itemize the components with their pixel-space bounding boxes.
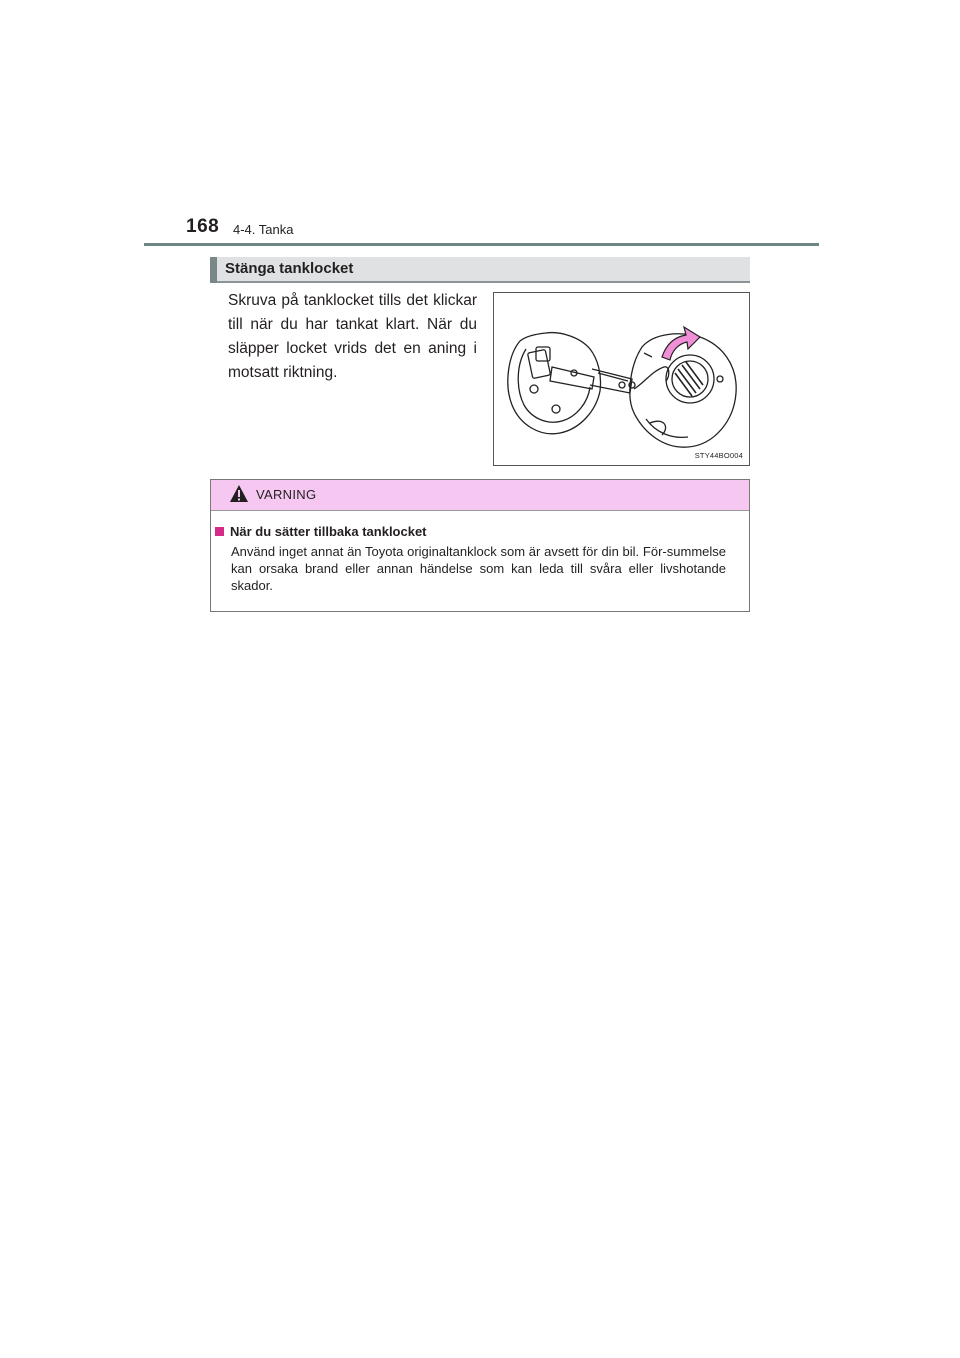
- header-divider: [144, 243, 819, 246]
- fuel-cap-drawing: [494, 293, 751, 467]
- section-title: Stänga tanklocket: [225, 260, 354, 277]
- warning-subheading: [215, 524, 427, 539]
- figure-code: STY44BO004: [694, 451, 743, 460]
- section-heading: [210, 257, 750, 283]
- warning-label: VARNING: [256, 487, 317, 502]
- warning-box: [210, 479, 750, 612]
- warning-header: [211, 480, 749, 511]
- bullet-square-icon: [215, 527, 224, 536]
- page-number: 168: [186, 216, 220, 237]
- chapter-title: 4-4. Tanka: [233, 222, 294, 237]
- warning-text: Använd inget annat än Toyota originaltanklock som är avsett för din bil. För-summelse kan orsaka brand eller annan händelse som kan leda till svåra eller livshotande skador.: [231, 544, 726, 593]
- warning-subheading-text: När du sätter tillbaka tanklocket: [230, 524, 427, 539]
- section-heading-bar: [210, 257, 217, 283]
- warning-triangle-icon: [229, 484, 249, 503]
- section-body-text: Skruva på tanklocket tills det klickar till när du har tankat klart. När du släpper locket vrids det en aning i motsatt riktning.: [228, 292, 477, 381]
- fuel-cap-illustration: [493, 292, 750, 466]
